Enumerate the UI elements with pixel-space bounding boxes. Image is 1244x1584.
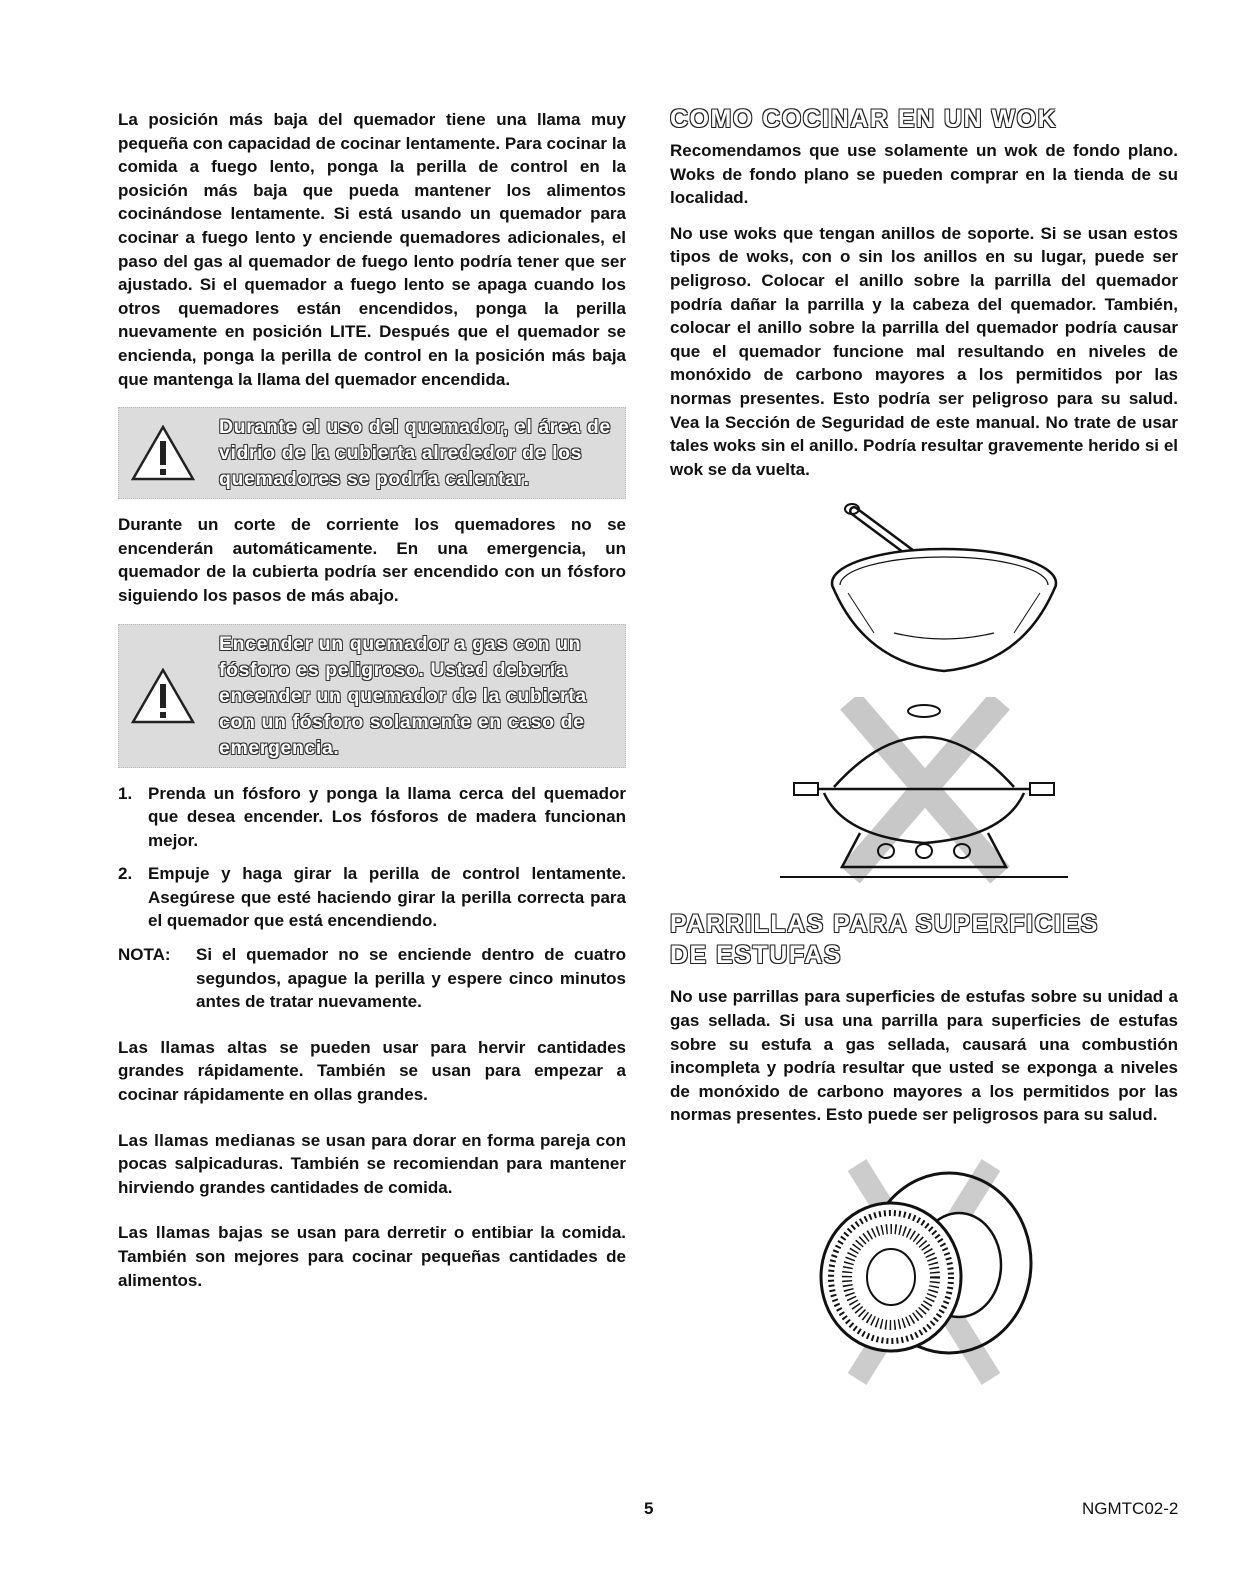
stove-grills-paragraph: No use parrillas para superficies de estufas sobre su unidad a gas sellada. Si usa una parrilla para superficies de estufas sobre su estufa a gas sellada, causará una combustión incompleta y podría resultar que usted se exponga a niveles de monóxido de carbono mayores a los permitidos por las normas presentes. Esto puede ser peligrosos para su salud. xyxy=(670,987,1178,1125)
wok-ring-warning-paragraph: No use woks que tengan anillos de soporte. Si se usan estos tipos de woks, con o sin los anillos en su lugar, puede ser peligroso. Colocar el anillo sobre la parrilla del quemador podría dañar la parrilla y la cabeza del quemador. También, colocar el anillo sobre la parrilla del quemador podría causar que el quemador funcione mal resultando en niveles de monóxido de carbono mayores a los permitidos por las normas presentes. Esto podría ser peligroso para su salud. Vea la Sección de Seguridad de este manual. No trate de usar tales woks sin el anillo. Podría resultar gravemente herido si el wok se da vuelta. xyxy=(670,223,1178,479)
note-label: NOTA: xyxy=(118,945,171,965)
warning-text-glass-heat: Durante el uso del quemador, el área de vidrio de la cubierta alrededor de los quemadores se podría calentar. xyxy=(219,416,611,491)
list-item xyxy=(118,862,626,933)
warning-box-match-lighting xyxy=(118,624,626,768)
power-outage-paragraph: Durante un corte de corriente los quemadores no se encenderán automáticamente. En una emergencia, un quemador de la cubierta podría ser encendido con un fósforo siguiendo los pasos de más abajo. xyxy=(118,515,626,605)
medium-flame-lead: Las llamas medianas xyxy=(118,1130,296,1150)
high-flame-lead: Las llamas altas xyxy=(118,1037,268,1057)
low-flame-paragraph xyxy=(118,1221,626,1292)
wok-heading: COMO COCINAR EN UN WOK xyxy=(670,105,1058,133)
wok-with-ring-crossed-illustration xyxy=(774,697,1074,887)
high-flame-text: se pueden usar para hervir cantidades grandes rápidamente. También se usan para empezar a cocinar rápidamente en ollas grandes. xyxy=(118,1037,626,1105)
high-flame-paragraph xyxy=(118,1036,626,1107)
medium-flame-paragraph xyxy=(118,1129,626,1200)
lighting-steps-list xyxy=(118,782,626,934)
low-position-paragraph: La posición más baja del quemador tiene una llama muy pequeña con capacidad de cocinar lentamente. Para cocinar la comida a fuego lento, ponga la perilla de control en la posición más baja que pueda mantener los alimentos cocinándose lentamente. Si está usando un quemador para cocinar a fuego lento y enciende quemadores adicionales, el paso del gas al quemador de fuego lento podría tener que ser ajustado. Si el quemador a fuego lento se apaga cuando los otros quemadores están encendidos, ponga la perilla nuevamente en posición LITE. Después que el quemador se encienda, ponga la perilla de control en la posición más baja que mantenga la llama del quemador encendida. xyxy=(118,110,626,389)
stove-grills-heading-line1: PARRILLAS PARA SUPERFICIES xyxy=(670,910,1099,939)
warning-triangle-icon xyxy=(131,668,195,724)
right-column xyxy=(670,105,1178,1387)
step-text: Prenda un fósforo y ponga la llama cerca del quemador que desea encender. Los fósforos de madera funcionan mejor. xyxy=(148,783,626,850)
page-number: 5 xyxy=(644,1499,654,1518)
document-code: NGMTC02-2 xyxy=(1082,1499,1179,1518)
medium-flame-text: se usan para dorar en forma pareja con pocas salpicaduras. También se recomiendan para mantener hirviendo grandes cantidades de comida. xyxy=(118,1130,626,1197)
stove-grills-heading xyxy=(670,909,1178,971)
flat-bottom-wok-illustration xyxy=(774,493,1074,693)
stovetop-grill-crossed-illustration xyxy=(809,1157,1039,1387)
note-block xyxy=(118,943,626,1014)
left-column xyxy=(118,108,626,1292)
wok-flat-bottom-paragraph: Recomendamos que use solamente un wok de fondo plano. Woks de fondo plano se pueden comprar en la tienda de su localidad. xyxy=(670,141,1178,208)
warning-box-glass-heat xyxy=(118,407,626,499)
warning-triangle-icon xyxy=(131,425,195,481)
low-flame-text: se usan para derretir o entibiar la comida. También son mejores para cocinar pequeñas cantidades de alimentos. xyxy=(118,1223,627,1290)
list-item xyxy=(118,782,626,853)
step-number: 1. xyxy=(118,783,133,803)
step-text: Empuje y haga girar la perilla de control lentamente. Asegúrese que esté haciendo girar la perilla correcta para el quemador que está encendiendo. xyxy=(148,864,626,931)
step-number: 2. xyxy=(118,864,133,884)
warning-text-match-lighting: Encender un quemador a gas con un fósforo es peligroso. Usted debería encender un quemador de la cubierta con un fósforo solamente en caso de emergencia. xyxy=(219,632,587,759)
stove-grills-heading-line2: DE ESTUFAS xyxy=(670,941,842,970)
note-text: Si el quemador no se enciende dentro de cuatro segundos, apague la perilla y espere cinco minutos antes de tratar nuevamente. xyxy=(196,945,626,1012)
low-flame-lead: Las llamas bajas xyxy=(118,1223,264,1243)
